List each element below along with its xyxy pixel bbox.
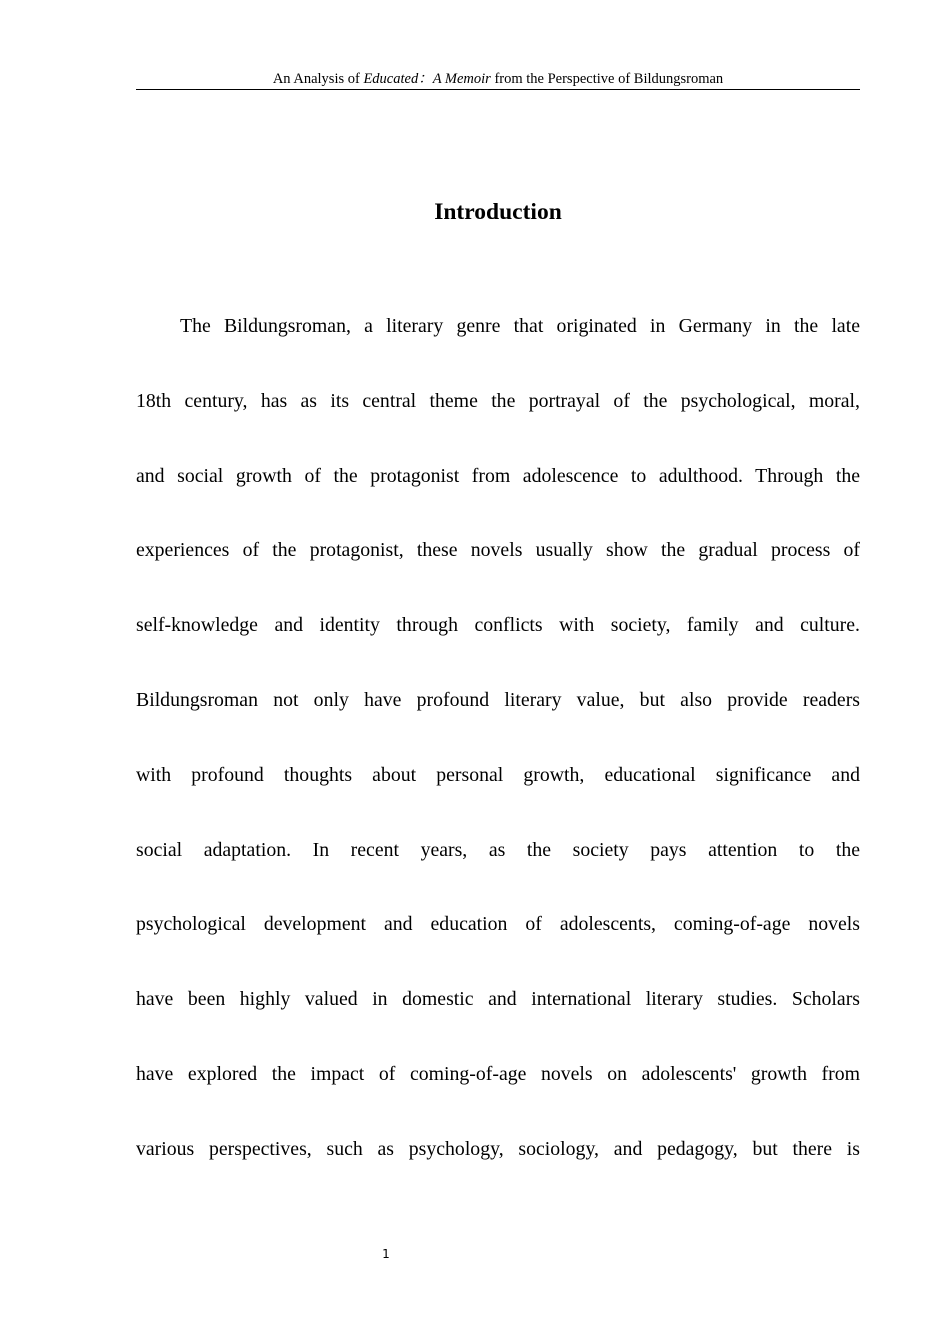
paragraph-line: social adaptation. In recent years, as the society pays attention to the bbox=[136, 838, 860, 861]
header-book-title: Educated：A Memoir bbox=[363, 71, 491, 87]
body-paragraph bbox=[136, 305, 860, 1203]
paragraph-line: self-knowledge and identity through conflicts with society, family and culture. bbox=[136, 614, 860, 637]
paragraph-line: various perspectives, such as psychology, sociology, and pedagogy, but there is bbox=[136, 1137, 860, 1160]
paragraph-line: psychological development and education of adolescents, coming-of-age novels bbox=[136, 913, 860, 936]
chapter-title: Introduction bbox=[434, 199, 562, 225]
header-suffix: from the Perspective of Bildungsroman bbox=[490, 71, 724, 87]
paragraph-line: have been highly valued in domestic and international literary studies. Scholars bbox=[136, 988, 860, 1011]
paragraph-line: 18th century, has as its central theme the portrayal of the psychological, moral, bbox=[136, 389, 860, 412]
header-prefix: An Analysis of bbox=[272, 71, 364, 87]
paragraph-line: with profound thoughts about personal growth, educational significance and bbox=[136, 763, 860, 786]
paragraph-line: The Bildungsroman, a literary genre that originated in Germany in the late bbox=[180, 315, 860, 337]
running-header bbox=[136, 69, 860, 90]
paragraph-line: Bildungsroman not only have profound literary value, but also provide readers bbox=[136, 688, 860, 711]
paragraph-line: and social growth of the protagonist from adolescence to adulthood. Through the bbox=[136, 464, 860, 487]
paragraph-line: have explored the impact of coming-of-age novels on adolescents' growth from bbox=[136, 1062, 860, 1085]
paragraph-line: experiences of the protagonist, these novels usually show the gradual process of bbox=[136, 539, 860, 562]
page-number: 1 bbox=[382, 1247, 390, 1261]
